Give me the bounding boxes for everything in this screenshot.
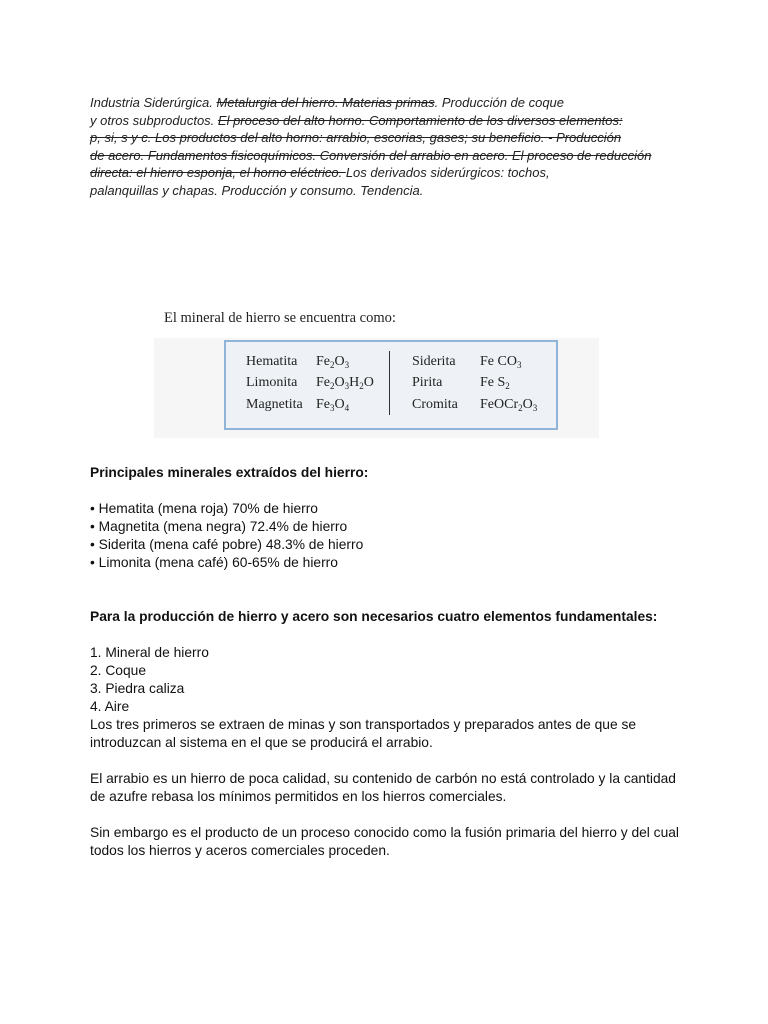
list-item: 2. Coque bbox=[90, 663, 146, 678]
header-text: Los derivados siderúrgicos: tochos, bbox=[345, 165, 550, 181]
mineral-name: Limonita bbox=[246, 375, 298, 390]
header-text: palanquillas y chapas. Producción y consumo. Tendencia. bbox=[90, 182, 424, 198]
struck-text: de acero. Fundamentos fisicoquímicos. Conversión del arrabio en acero. El proceso de reducción directa: el hierro esponja, el horno eléctrico. bbox=[90, 147, 652, 181]
mineral-name: Siderita bbox=[412, 354, 456, 369]
iron-ore-figure bbox=[164, 310, 604, 440]
syllabus-header bbox=[90, 94, 690, 200]
bullet-item: • Hematita (mena roja) 70% de hierro bbox=[90, 501, 318, 516]
table-divider bbox=[389, 351, 390, 415]
mineral-formula: Fe $CO_3$ bbox=[480, 354, 522, 370]
mineral-formula: $FeOCr_2O_3$ bbox=[480, 397, 538, 413]
struck-text: p, si, s y c. Los productos del alto horno: arrabio, escorias, gases; su beneficio. - Producción bbox=[90, 130, 622, 146]
mineral-name: Hematita bbox=[246, 354, 298, 369]
section-heading: Principales minerales extraídos del hierro: bbox=[90, 465, 369, 480]
struck-text: El proceso del alto horno. Comportamiento de los diversos elementos: bbox=[217, 112, 623, 128]
paragraph: Sin embargo es el producto de un proceso conocido como la fusión primaria del hierro y del cual todos los hierros y aceros comerciales proceden. bbox=[90, 825, 679, 858]
mineral-formula: $Fe_3O_4$ bbox=[316, 397, 350, 413]
struck-text: Metalurgia del hierro. Materias primas bbox=[216, 95, 435, 110]
mineral-formula: $Fe_2O_3$ bbox=[316, 354, 350, 370]
mineral-formula: Fe $S_2$ bbox=[480, 375, 510, 391]
main-content bbox=[90, 464, 690, 860]
figure-title: El mineral de hierro se encuentra como: bbox=[164, 310, 396, 326]
header-text: . Producción de coque bbox=[434, 95, 565, 110]
bullet-item: • Limonita (mena café) 60-65% de hierro bbox=[90, 555, 338, 570]
list-item: 1. Mineral de hierro bbox=[90, 645, 209, 660]
header-text: Industria Siderúrgica. bbox=[90, 95, 217, 110]
mineral-name: Cromita bbox=[412, 397, 458, 412]
mineral-table bbox=[224, 340, 558, 430]
mineral-formula: $Fe_2O_3H_2O$ bbox=[316, 375, 374, 391]
bullet-item: • Magnetita (mena negra) 72.4% de hierro bbox=[90, 519, 348, 534]
mineral-name: Magnetita bbox=[246, 397, 303, 412]
list-item: 4. Aire bbox=[90, 699, 130, 714]
paragraph: Los tres primeros se extraen de minas y son transportados y preparados antes de que se introduzcan al sistema en el que se producirá el arrabio. bbox=[90, 717, 637, 750]
header-text: y otros subproductos. bbox=[90, 112, 218, 128]
paragraph: El arrabio es un hierro de poca calidad, su contenido de carbón no está controlado y la cantidad de azufre rebasa los mínimos permitidos en los hierros comerciales. bbox=[90, 771, 676, 804]
mineral-name: Pirita bbox=[412, 375, 443, 390]
section-heading: Para la producción de hierro y acero son necesarios cuatro elementos fundamentales: bbox=[90, 609, 658, 624]
bullet-item: • Siderita (mena café pobre) 48.3% de hierro bbox=[90, 537, 364, 552]
list-item: 3. Piedra caliza bbox=[90, 681, 185, 696]
